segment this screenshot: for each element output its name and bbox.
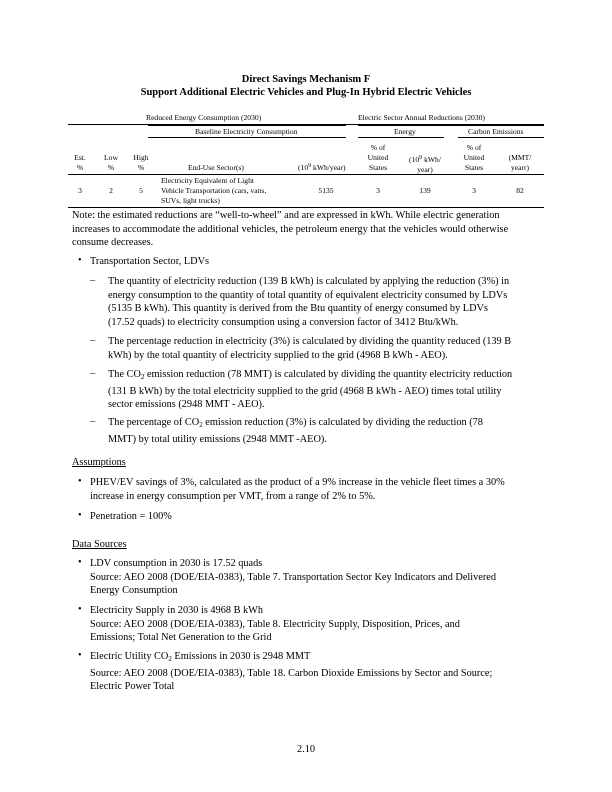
table-rule	[358, 137, 444, 138]
sources-heading: Data Sources	[72, 539, 127, 550]
table-rule	[148, 137, 346, 138]
list-item: LDV consumption in 2030 is 17.52 quads Source: AEO 2008 (DOE/EIA-0383), Table 7. Transportation Sector Key Indicators and Delivered Energy Consumption	[90, 558, 497, 597]
subheader-baseline: Baseline Electricity Consumption	[195, 127, 298, 136]
list-item: Penetration = 100%	[90, 511, 172, 522]
bullet-icon: •	[78, 604, 82, 615]
dash-icon: –	[90, 335, 96, 346]
col-carbon-mmt: (MMT/ yearr)	[508, 153, 532, 172]
table-rule	[68, 207, 544, 208]
col-carbon-pct: % of United States	[463, 143, 485, 172]
col-enduse: End-Use Sector(s)	[188, 163, 244, 172]
doc-title: Direct Savings Mechanism F	[241, 74, 371, 85]
list-item: PHEV/EV savings of 3%, calculated as the product of a 9% increase in the vehicle fleet times a 30% increase in energy consumption per VMT, from a range of 2% to 5%.	[90, 477, 505, 502]
bullet-icon: •	[78, 650, 82, 661]
header-electric-sector: Electric Sector Annual Reductions (2030)	[358, 113, 485, 122]
col-energy-kwh: ($10^9$ kWh/ year)	[409, 155, 441, 174]
bullet-icon: •	[78, 255, 82, 266]
dash-icon: –	[90, 416, 96, 427]
bullet-icon: •	[78, 557, 82, 568]
dash-item: The percentage of $CO_2$ emission reduction (3%) is calculated by dividing the reduction (78 MMT) by total utility emissions (2948 MMT -AEO).	[108, 417, 483, 445]
dash-item: The quantity of electricity reduction (139 B kWh) is calculated by applying the reduction (3%) in energy consumption to the quantity of total quantity of equivalent electricity consumed by LDVs (5135 B kWh). This quantity is derived from the Btu quantity of energy consumed by LDVs (17.52 quads) to electricity consumption using a conversion factor of 3412 Btu/kWh.	[108, 276, 510, 328]
dash-icon: –	[90, 368, 96, 379]
bullet-icon: •	[78, 510, 82, 521]
assumptions-heading: Assumptions	[72, 457, 126, 468]
page-number: 2.10	[296, 744, 316, 755]
dash-icon: –	[90, 275, 96, 286]
list-item: Electric Utility $CO_2$ Emissions in 2030 is 2948 MMT Source: AEO 2008 (DOE/EIA-0383), Table 18. Carbon Dioxide Emissions by Sector and Source; Electric Power Total	[90, 651, 493, 693]
col-baseline-kwh: ($10^9$ kWh/year)	[298, 163, 346, 172]
transport-heading: Transportation Sector, LDVs	[90, 256, 210, 267]
bullet-icon: •	[78, 476, 82, 487]
table-rule	[68, 174, 544, 175]
note-paragraph: Note: the estimated reductions are “well-to-wheel” and are expressed in kWh. While electric generation increases to accommodate the additional vehicles, the petroleum energy that the vehicles would otherwise consume decreases.	[72, 210, 509, 249]
table-rule	[458, 137, 544, 138]
table-rule	[358, 125, 544, 126]
col-low: Low %	[104, 153, 118, 172]
dash-item: The $CO_2$ emission reduction (78 MMT) is calculated by dividing the quantity electricity reduction (131 B kWh) by the total electricity supplied to the grid (4968 B kWh - AEO) times total utility sector emissions (2948 MMT - AEO).	[108, 369, 513, 411]
col-est: Est. %	[74, 153, 86, 172]
col-high: High %	[133, 153, 149, 172]
dash-item: The percentage reduction in electricity (3%) is calculated by dividing the quantity reduced (139 B kWh) by the total quantity of electricity supplied to the grid (4968 B kWh - AEO).	[108, 336, 512, 361]
col-energy-pct: % of United States	[367, 143, 389, 172]
table-rule	[148, 125, 346, 126]
list-item: Electricity Supply in 2030 is 4968 B kWh Source: AEO 2008 (DOE/EIA-0383), Table 8. Electricity Supply, Disposition, Prices, and Emissions; Total Net Generation to the Grid	[90, 605, 460, 644]
savings-table: Reduced Energy Consumption (2030) Electric Sector Annual Reductions (2030) Baseline Electricity Consumption Energy Carbon Emissions Est. % Low % High % End-Use Sector(s) ($10^9$ kWh/year) % of United States ($10^9$ kWh/ year) % of United States (MMT/ yearr) 3 2 5 Electricity Equivalent of Light Vehicle Transportation (cars, vans, SUVs, light trucks) 5135 3 139 3 82	[68, 111, 544, 207]
subheader-energy: Energy	[394, 127, 416, 136]
subheader-carbon: Carbon Emissions	[468, 127, 524, 136]
doc-subtitle: Support Additional Electric Vehicles and Plug-In Hybrid Electric Vehicles	[140, 87, 472, 98]
header-reduced-energy: Reduced Energy Consumption (2030)	[146, 113, 262, 122]
